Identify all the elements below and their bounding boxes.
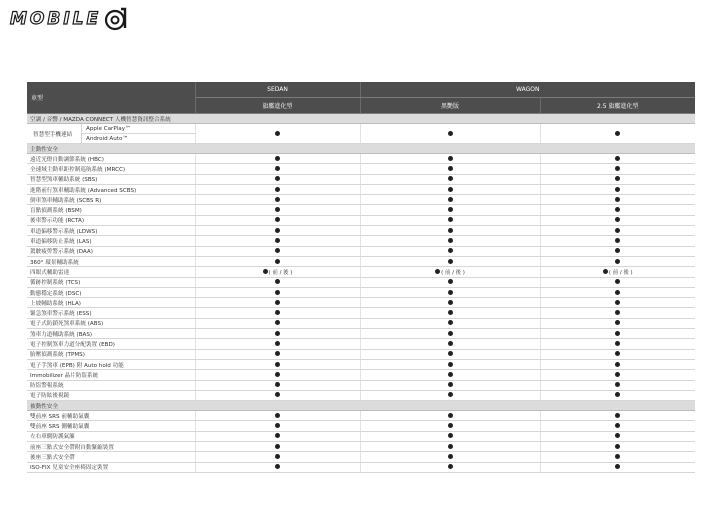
spec-cell [195,359,360,369]
table-row [27,442,695,452]
standard-dot-icon [615,207,620,212]
spec-cell [360,452,540,462]
spec-cell [360,215,540,225]
feature-label: 左右車側防護氣簾 [27,431,195,441]
standard-dot-icon [275,279,280,284]
spec-cell [540,390,695,400]
spec-cell [360,184,540,194]
spec-cell [195,421,360,431]
standard-dot-icon [448,187,453,192]
feature-label: 上坡輔助系統 (HLA) [27,298,195,308]
standard-dot-icon [275,166,280,171]
spec-cell [360,431,540,441]
standard-dot-icon [448,464,453,469]
feature-label: 防盜警報系統 [27,380,195,390]
feature-label: 雙前座 SRS 前輔助氣囊 [27,411,195,421]
table-row [27,349,695,359]
standard-dot-icon [263,269,268,274]
standard-dot-icon [275,392,280,397]
table-row [27,329,695,339]
spec-cell [360,277,540,287]
spec-cell [195,184,360,194]
section-title: 空調 / 音響 / MAZDA CONNECT 人機智慧資訊整合系統 [27,114,695,124]
header-row-groups [27,82,695,98]
spec-cell [360,462,540,472]
spec-cell [195,236,360,246]
feature-main-label: 智慧型手機連結 [33,131,73,138]
standard-dot-icon [275,238,280,243]
feature-label: ISO-FIX 兒童安全座椅固定裝置 [27,462,195,472]
spec-cell [540,411,695,421]
spec-cell [360,226,540,236]
feature-label: 胎壓偵測系統 (TPMS) [27,349,195,359]
spec-cell [195,267,360,277]
standard-dot-icon [448,372,453,377]
spec-cell [540,205,695,215]
feature-label: 後座三點式安全帶 [27,452,195,462]
table-row [27,195,695,205]
standard-dot-icon [615,444,620,449]
standard-dot-icon [275,362,280,367]
spec-cell [360,349,540,359]
spec-cell [540,195,695,205]
standard-dot-icon [435,269,440,274]
table-row [27,256,695,266]
table-row [27,205,695,215]
cell-note: ( 前 / 後 ) [441,269,465,276]
standard-dot-icon [615,197,620,202]
standard-dot-icon [615,290,620,295]
spec-cell [360,205,540,215]
spec-cell [195,308,360,318]
standard-dot-icon [448,300,453,305]
spec-cell [540,287,695,297]
spec-cell [195,124,360,144]
feature-label: 倒車煞車輔助系統 (SCBS R) [27,195,195,205]
spec-cell [195,431,360,441]
spec-cell [360,411,540,421]
standard-dot-icon [615,248,620,253]
standard-dot-icon [615,217,620,222]
spec-cell [540,184,695,194]
spec-cell [195,154,360,164]
standard-dot-icon [615,238,620,243]
logo-text: MOBILE [10,9,102,29]
table-row [27,452,695,462]
spec-cell [360,308,540,318]
spec-cell [360,124,540,144]
spec-table [27,82,695,473]
spec-cell [540,318,695,328]
standard-dot-icon [448,207,453,212]
spec-cell [360,246,540,256]
spec-cell [540,256,695,266]
trim-header: 黑艷版 [360,98,540,114]
standard-dot-icon [275,331,280,336]
feature-label: 車道偏移警示系統 (LDWS) [27,226,195,236]
standard-dot-icon [603,269,608,274]
standard-dot-icon [615,320,620,325]
feature-label: 雙前座 SRS 側輔助氣囊 [27,421,195,431]
spec-body [27,114,695,473]
spec-cell [195,339,360,349]
standard-dot-icon [615,228,620,233]
feature-label: 電子防眩後視鏡 [27,390,195,400]
spec-cell [540,154,695,164]
standard-dot-icon [615,279,620,284]
spec-cell [540,164,695,174]
standard-dot-icon [275,423,280,428]
feature-label [27,124,195,144]
spec-cell [540,226,695,236]
spec-cell [540,431,695,441]
standard-dot-icon [448,444,453,449]
standard-dot-icon [448,331,453,336]
feature-label: 智慧型煞車輔助系統 (SBS) [27,174,195,184]
standard-dot-icon [275,131,280,136]
standard-dot-icon [448,259,453,264]
feature-sub-label: Apple CarPlay™ [82,124,195,134]
standard-dot-icon [275,207,280,212]
spec-cell [195,298,360,308]
spec-cell [195,164,360,174]
spec-cell [540,124,695,144]
spec-cell [540,329,695,339]
standard-dot-icon [275,351,280,356]
feature-label: 電子式防鎖死煞車系統 (ABS) [27,318,195,328]
standard-dot-icon [275,217,280,222]
standard-dot-icon [275,290,280,295]
mobile01-logo [10,6,129,32]
trim-header: 旗艦進化型 [195,98,360,114]
standard-dot-icon [615,300,620,305]
feature-label: 循跡控制系統 (TCS) [27,277,195,287]
logo-01-icon [103,6,129,32]
standard-dot-icon [448,362,453,367]
table-row [27,390,695,400]
standard-dot-icon [615,464,620,469]
spec-cell [195,246,360,256]
spec-cell [360,236,540,246]
spec-cell [195,226,360,236]
table-row [27,359,695,369]
spec-cell [360,318,540,328]
feature-label: 電子控制煞車力道分配裝置 (EBD) [27,339,195,349]
standard-dot-icon [448,176,453,181]
model-header: 車型 [27,82,195,114]
standard-dot-icon [275,320,280,325]
feature-label: 360° 環景輔助系統 [27,256,195,266]
spec-cell [540,421,695,431]
feature-label: 盲點偵測系統 (BSM) [27,205,195,215]
table-row [27,267,695,277]
spec-cell [540,215,695,225]
standard-dot-icon [275,300,280,305]
standard-dot-icon [615,341,620,346]
spec-cell [540,359,695,369]
spec-cell [360,256,540,266]
table-row [27,277,695,287]
standard-dot-icon [615,331,620,336]
feature-label: 煞車力道輔助系統 (BAS) [27,329,195,339]
standard-dot-icon [615,362,620,367]
standard-dot-icon [615,187,620,192]
table-row [27,154,695,164]
table-row [27,339,695,349]
feature-label: 動態穩定系統 (DSC) [27,287,195,297]
table-row [27,380,695,390]
standard-dot-icon [448,217,453,222]
spec-cell [195,215,360,225]
spec-cell [540,246,695,256]
feature-label: 前座三點式安全帶附自動緊縮裝置 [27,442,195,452]
standard-dot-icon [275,464,280,469]
standard-dot-icon [448,248,453,253]
table-row [27,236,695,246]
table-row [27,215,695,225]
cell-note: ( 前 / 後 ) [608,269,633,276]
spec-cell [540,308,695,318]
spec-cell [195,452,360,462]
spec-cell [360,195,540,205]
feature-label: 電子手煞車 (EPB) 附 Auto hold 功能 [27,359,195,369]
feature-label: 緊急煞車警示系統 (ESS) [27,308,195,318]
standard-dot-icon [615,259,620,264]
standard-dot-icon [615,166,620,171]
standard-dot-icon [448,310,453,315]
standard-dot-icon [615,433,620,438]
standard-dot-icon [275,454,280,459]
standard-dot-icon [275,259,280,264]
standard-dot-icon [275,372,280,377]
spec-cell [540,380,695,390]
spec-cell [360,339,540,349]
feature-label: 車道偏移防止系統 (LAS) [27,236,195,246]
standard-dot-icon [615,156,620,161]
spec-cell [540,174,695,184]
table-row [27,287,695,297]
table-row [27,431,695,441]
spec-cell [360,164,540,174]
standard-dot-icon [275,248,280,253]
standard-dot-icon [448,413,453,418]
standard-dot-icon [275,382,280,387]
standard-dot-icon [275,156,280,161]
spec-cell [360,267,540,277]
spec-cell [540,267,695,277]
group-header-wagon: WAGON [360,82,695,98]
section-title: 被動性安全 [27,401,695,411]
section-title: 主動性安全 [27,144,695,154]
standard-dot-icon [615,372,620,377]
spec-cell [195,370,360,380]
spec-cell [195,329,360,339]
standard-dot-icon [615,392,620,397]
standard-dot-icon [448,131,453,136]
spec-cell [360,298,540,308]
standard-dot-icon [615,413,620,418]
standard-dot-icon [448,341,453,346]
spec-cell [360,359,540,369]
spec-cell [360,287,540,297]
standard-dot-icon [448,238,453,243]
spec-cell [195,205,360,215]
spec-cell [540,277,695,287]
spec-cell [195,380,360,390]
spec-cell [540,452,695,462]
cell-note: ( 前 / 後 ) [268,269,293,276]
feature-label: 遠近光燈自動調節系統 (HBC) [27,154,195,164]
section-header [27,401,695,411]
standard-dot-icon [448,320,453,325]
spec-cell [195,411,360,421]
spec-cell [360,154,540,164]
standard-dot-icon [615,454,620,459]
spec-sheet [27,82,695,473]
standard-dot-icon [448,351,453,356]
standard-dot-icon [615,382,620,387]
standard-dot-icon [448,156,453,161]
trim-header: 2.5 旗艦進化型 [540,98,695,114]
table-row [27,370,695,380]
table-row [27,184,695,194]
spec-cell [360,390,540,400]
table-row [27,421,695,431]
spec-cell [540,298,695,308]
table-row [27,462,695,472]
standard-dot-icon [615,423,620,428]
group-header-sedan: SEDAN [195,82,360,98]
table-row [27,298,695,308]
standard-dot-icon [615,176,620,181]
standard-dot-icon [275,341,280,346]
feature-label: 後車警示功能 (RCTA) [27,215,195,225]
table-row [27,226,695,236]
standard-dot-icon [275,197,280,202]
table-row [27,308,695,318]
spec-cell [540,442,695,452]
spec-cell [540,370,695,380]
standard-dot-icon [615,131,620,136]
spec-cell [195,277,360,287]
spec-cell [540,462,695,472]
standard-dot-icon [275,444,280,449]
table-row [27,124,695,144]
spec-cell [195,256,360,266]
standard-dot-icon [448,423,453,428]
standard-dot-icon [275,228,280,233]
spec-cell [195,287,360,297]
table-row [27,174,695,184]
feature-sub-label: Android Auto™ [86,135,128,142]
standard-dot-icon [448,392,453,397]
standard-dot-icon [615,351,620,356]
spec-cell [195,390,360,400]
feature-label: 四眼式輔助雷達 [27,267,195,277]
spec-cell [360,370,540,380]
table-row [27,246,695,256]
spec-cell [540,236,695,246]
standard-dot-icon [448,454,453,459]
spec-cell [540,349,695,359]
standard-dot-icon [275,433,280,438]
spec-cell [540,339,695,349]
spec-cell [360,380,540,390]
spec-cell [195,195,360,205]
spec-cell [195,174,360,184]
standard-dot-icon [448,228,453,233]
spec-cell [360,174,540,184]
feature-label: 駕駛疲勞警示系統 (DAA) [27,246,195,256]
standard-dot-icon [448,279,453,284]
standard-dot-icon [448,290,453,295]
standard-dot-icon [615,310,620,315]
standard-dot-icon [448,382,453,387]
standard-dot-icon [275,310,280,315]
spec-cell [195,442,360,452]
table-row [27,318,695,328]
standard-dot-icon [448,433,453,438]
spec-cell [195,318,360,328]
table-row [27,411,695,421]
spec-cell [195,349,360,359]
spec-cell [360,442,540,452]
section-header [27,144,695,154]
standard-dot-icon [275,413,280,418]
spec-cell [360,329,540,339]
standard-dot-icon [448,166,453,171]
section-header [27,114,695,124]
feature-label: 進階前行煞車輔助系統 (Advanced SCBS) [27,184,195,194]
table-row [27,164,695,174]
standard-dot-icon [448,197,453,202]
feature-label: Immobilizer 晶片防盜系統 [27,370,195,380]
standard-dot-icon [275,187,280,192]
feature-label: 全速域主動車距控制巡航系統 (MRCC) [27,164,195,174]
spec-cell [360,421,540,431]
standard-dot-icon [275,176,280,181]
spec-cell [195,462,360,472]
